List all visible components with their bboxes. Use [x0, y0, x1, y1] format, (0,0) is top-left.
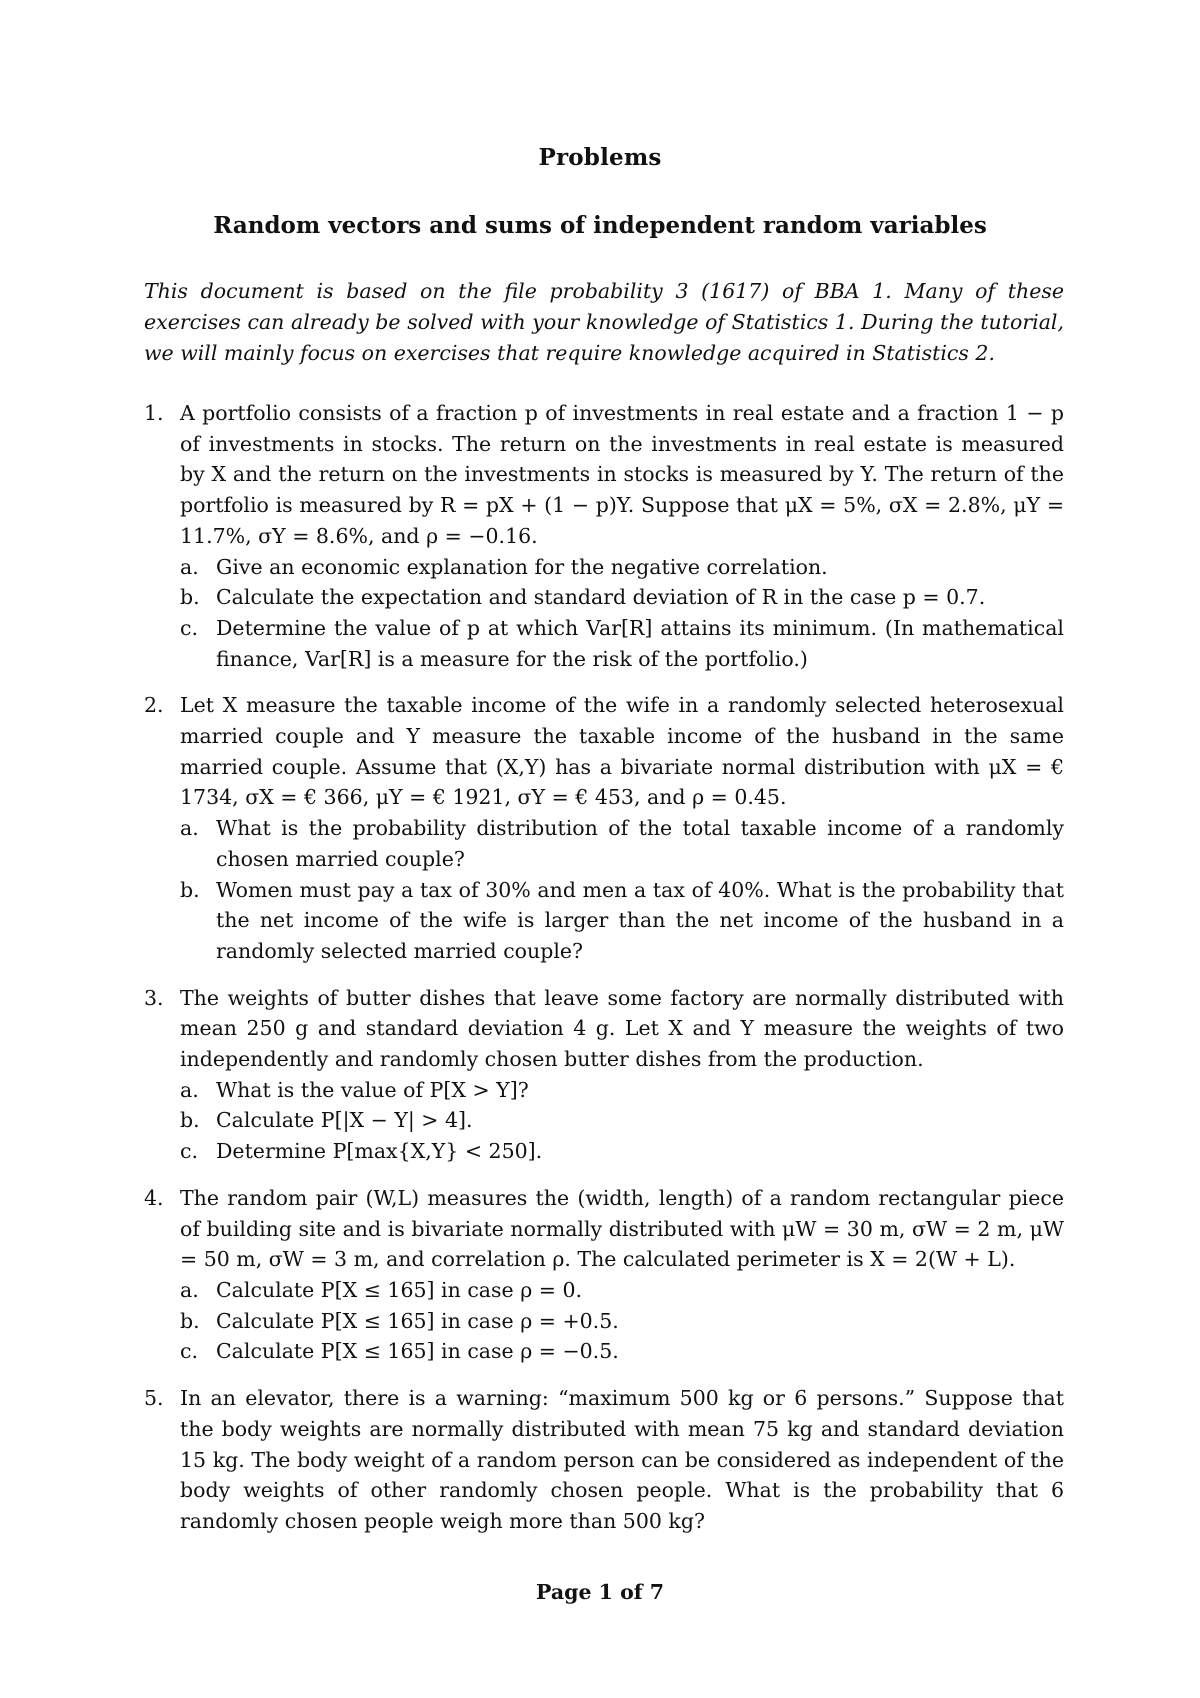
part-letter: b. [180, 1308, 200, 1333]
problem-part [180, 875, 1064, 967]
problem-part [180, 1136, 1064, 1167]
part-letter: a. [180, 1277, 199, 1302]
problem-3 [144, 983, 1064, 1167]
problem-2 [144, 690, 1064, 966]
problem-text: Let X measure the taxable income of the wife in a randomly selected heterosexual married couple and Y measure the taxable income of the husband in the same married couple. Assume that (X,Y) has a bivariate normal distribution with μX = € 1734, σX = € 366, μY = € 1921, σY = € 453, and ρ = 0.45. [180, 693, 1064, 810]
part-letter: c. [180, 615, 198, 640]
part-letter: a. [180, 554, 199, 579]
problem-1 [144, 398, 1064, 674]
part-text: What is the value of P[X > Y]? [216, 1077, 529, 1102]
part-text: Calculate P[X ≤ 165] in case ρ = +0.5. [216, 1308, 619, 1333]
problem-part [180, 1075, 1064, 1106]
problem-number: 1. [144, 401, 164, 425]
page-title: Problems [538, 144, 662, 171]
problem-part [180, 813, 1064, 874]
problem-part [180, 1336, 1064, 1367]
part-text: What is the probability distribution of the total taxable income of a randomly chosen married couple? [216, 816, 1064, 871]
problem-text: The random pair (W,L) measures the (width, length) of a random rectangular piece of building site and is bivariate normally distributed with μW = 30 m, σW = 2 m, μW = 50 m, σW = 3 m, and correlation ρ. The calculated perimeter is X = 2(W + L). [180, 1185, 1064, 1272]
problem-number: 3. [144, 985, 164, 1010]
part-text: Determine P[max{X,Y} < 250]. [216, 1139, 543, 1164]
problem-part [180, 613, 1064, 674]
part-text: Women must pay a tax of 30% and men a tax of 40%. What is the probability that the net income of the wife is larger than the net income of the husband in a randomly selected married couple? [216, 877, 1064, 963]
part-letter: b. [180, 1108, 200, 1133]
intro-paragraph: This document is based on the file probability 3 (1617) of BBA 1. Many of these exercises can already be solved with your knowledge of Statistics 1. During the tutorial, we will mainly focus on exercises that require knowledge acquired in Statistics 2. [144, 279, 1064, 365]
part-text: Calculate P[X ≤ 165] in case ρ = 0. [216, 1277, 583, 1302]
problem-list [144, 398, 1064, 1553]
page-number-footer: Page 1 of 7 [536, 1580, 664, 1604]
part-letter: b. [180, 585, 200, 610]
part-letter: a. [180, 1077, 199, 1102]
part-text: Calculate P[|X − Y| > 4]. [216, 1108, 473, 1133]
part-text: Give an economic explanation for the negative correlation. [216, 554, 828, 579]
part-text: Calculate the expectation and standard deviation of R in the case p = 0.7. [216, 585, 986, 610]
problem-part [180, 1306, 1064, 1337]
part-letter: b. [180, 877, 200, 902]
problem-text: A portfolio consists of a fraction p of investments in real estate and a fraction 1 − p of investments in stocks. The return on the investments in real estate is measured by X and the return on the investments in stocks is measured by Y. The return of the portfolio is measured by R = pX + (1 − p)Y. Suppose that μX = 5%, σX = 2.8%, μY = 11.7%, σY = 8.6%, and ρ = −0.16. [180, 401, 1064, 548]
part-text: Calculate P[X ≤ 165] in case ρ = −0.5. [216, 1339, 619, 1364]
part-text: Determine the value of p at which Var[R] attains its minimum. (In mathematical finance, Var[R] is a measure for the risk of the portfolio.) [216, 615, 1064, 671]
problem-part [180, 552, 1064, 583]
part-letter: c. [180, 1339, 198, 1364]
problem-4 [144, 1183, 1064, 1367]
problem-text: The weights of butter dishes that leave some factory are normally distributed with mean 250 g and standard deviation 4 g. Let X and Y measure the weights of two independently and randomly chosen butter dishes from the production. [180, 985, 1064, 1072]
problem-text: In an elevator, there is a warning: “maximum 500 kg or 6 persons.” Suppose that the body weights are normally distributed with mean 75 kg and standard deviation 15 kg. The body weight of a random person can be considered as independent of the body weights of other randomly chosen people. What is the probability that 6 randomly chosen people weigh more than 500 kg? [180, 1386, 1064, 1533]
part-letter: c. [180, 1139, 198, 1164]
page-subtitle: Random vectors and sums of independent random variables [213, 212, 987, 239]
problem-part [180, 1105, 1064, 1136]
problem-number: 5. [144, 1386, 164, 1411]
problem-part [180, 1275, 1064, 1306]
problem-part [180, 582, 1064, 613]
problem-number: 2. [144, 693, 164, 718]
part-letter: a. [180, 816, 199, 841]
problem-5 [144, 1383, 1064, 1537]
problem-number: 4. [144, 1185, 164, 1210]
